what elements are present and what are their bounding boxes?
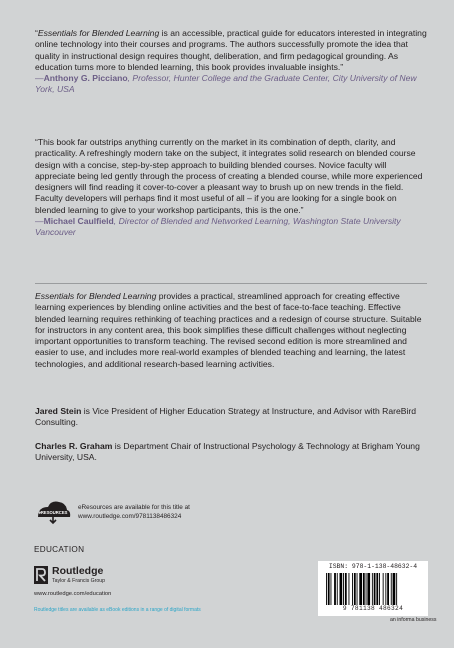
review-1 xyxy=(35,28,427,96)
review-1-open-quote: “ xyxy=(35,28,38,38)
ebook-footnote: Routledge titles are available as eBook editions in a range of digital formats xyxy=(34,607,201,613)
book-description xyxy=(35,291,427,370)
informa-tagline: an informa business xyxy=(390,617,437,623)
review-1-body xyxy=(35,28,427,73)
review-1-affiliation: , Professor, Hunter College and the Graduate Center, City University of New York, USA xyxy=(35,73,417,95)
publisher-url[interactable]: www.routledge.com/education xyxy=(34,591,112,597)
review-2-body: “This book far outstrips anything currently on the market in its combination of depth, clarity, and practicality. A refreshingly modern take on the subject, it integrates solid research on blended course design with a concise, step-by-step approach to building blended courses. Novice faculty will appreciate being led gently through the process of creating a blended course, while more experienced designers will find reading it cover-to-cover a pleasant way to brush up on new trends in the field. Faculty developers will perhaps find it most useful of all – if you are looking for a single book on blended learning to give to your workshop participants, this is the one.” xyxy=(35,137,423,215)
description-body xyxy=(35,291,427,370)
bio-1-body xyxy=(35,406,427,429)
review-1-dash: — xyxy=(35,73,44,84)
eresources-icon xyxy=(34,497,72,525)
publisher-group: Taylor & Francis Group xyxy=(52,578,106,584)
section-divider xyxy=(35,283,427,284)
review-2-author: Michael Caulfield xyxy=(43,216,114,227)
review-2-attribution xyxy=(35,216,427,239)
author-bio-1 xyxy=(35,406,427,429)
publisher-name: Routledge xyxy=(52,565,104,577)
review-1-attribution xyxy=(35,73,427,96)
review-1-book-title: Essentials for Blended Learning xyxy=(37,28,160,38)
eresources-link[interactable]: www.routledge.com/9781138486324 xyxy=(78,513,182,520)
bio-2-text: is Department Chair of Instructional Psychology & Technology at Brigham Young University, USA. xyxy=(35,441,420,463)
eresources-note xyxy=(78,503,190,521)
barcode-icon xyxy=(326,573,420,605)
bio-2-body xyxy=(35,441,427,464)
eresources-line-1: eResources are available for this title at xyxy=(78,504,190,511)
barcode-digits: 9 781138 486324 xyxy=(342,605,404,612)
review-2-affiliation: , Director of Blended and Networked Learning, Washington State University Vancouver xyxy=(35,216,401,238)
description-book-title: Essentials for Blended Learning xyxy=(35,291,157,301)
review-1-author: Anthony G. Picciano xyxy=(43,73,128,84)
review-2 xyxy=(35,137,427,239)
eresources-badge-text: eRESOURCES xyxy=(38,510,68,515)
bio-1-name: Jared Stein xyxy=(35,406,82,416)
review-1-text: is an accessible, practical guide for educators interested in integrating online technology into their courses and programs. The authors successfully promote the idea that quality in instructional design requires thought, deliberation, and firm pedagogical grounding. As education turns more to blended learning, this book provides invaluable insights.” xyxy=(35,28,427,72)
isbn-barcode xyxy=(318,561,428,616)
subject-category: EDUCATION xyxy=(34,545,85,554)
review-2-dash: — xyxy=(35,216,44,227)
bio-1-text: is Vice President of Higher Education Strategy at Instructure, and Advisor with RareBird Consulting. xyxy=(35,406,417,428)
author-bio-2 xyxy=(35,441,427,464)
routledge-logo-icon xyxy=(34,566,48,584)
description-text: provides a practical, streamlined approach for creating effective learning experiences by blending online activities and the best of face-to-face teaching. Effective blended learning requires rethinking of teaching practices and a redesign of course structure. Suitable for instructors in any content area, this book simplifies these difficult challenges without neglecting important opportunities to transform teaching. The revised second edition is more streamlined and easier to use, and includes more real-world examples of blended teaching and learning, the latest technologies, and additional research-based learning activities. xyxy=(35,291,422,369)
isbn-label: ISBN: 978-1-138-48632-4 xyxy=(328,563,418,570)
bio-2-name: Charles R. Graham xyxy=(35,441,113,451)
